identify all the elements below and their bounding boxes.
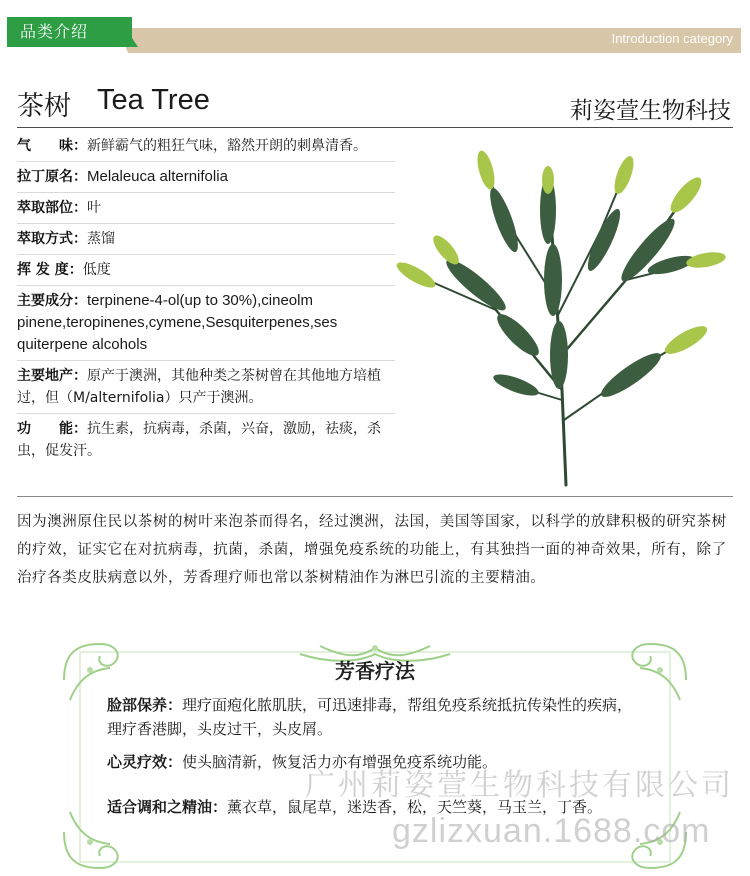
paragraph-divider [17,496,733,497]
tea-tree-branch-image [386,140,738,490]
category-tab-arrow [118,17,138,47]
aromatherapy-title: 芳香疗法 [335,659,415,683]
spec-label: 拉丁原名： [17,169,87,185]
spec-value: 抗生素，抗病毒，杀菌，兴奋，激励，祛痰，杀虫，促发汗。 [17,421,381,459]
product-name-cn: 茶树 [17,91,71,122]
aroma-face-care [107,693,647,741]
product-name-en: Tea Tree [97,84,210,116]
product-spec-list [17,131,395,466]
spec-extraction-method [17,224,395,255]
watermark-url: gzlizxuan.1688.com [392,812,711,850]
spec-value: 叶 [87,200,101,216]
aroma-label: 心灵疗效： [107,753,183,771]
spec-value: 蒸馏 [87,231,115,247]
spec-value: 新鲜霸气的粗狂气味，豁然开朗的刺鼻清香。 [87,138,367,154]
spec-value: terpinene-4-ol(up to 30%),cineolm pinene,teropinenes,cymene,Sesquiterpenes,ses quiterpene alcohols [17,292,338,353]
spec-latin-name [17,162,395,193]
aroma-value: 理疗面疱化脓肌肤，可迅速排毒，帮组免疫系统抵抗传染性的疾病，理疗香港脚，头皮过干，头皮屑。 [107,696,633,738]
category-tab: 品类介绍 [7,17,132,47]
section-header-band [0,0,750,60]
spec-label: 功 能： [17,421,87,437]
aroma-label: 适合调和之精油： [107,798,228,816]
spec-label: 萃取方式： [17,231,87,247]
category-english-label: Introduction category [611,31,733,46]
spec-label: 萃取部位： [17,200,87,216]
spec-scent [17,131,395,162]
spec-value: 原产于澳洲，其他种类之茶树曾在其他地方培植过，但（M/alternifolia）只产于澳洲。 [17,368,381,406]
spec-functions [17,414,395,466]
spec-value: 低度 [82,262,111,278]
spec-main-components [17,286,395,361]
spec-label: 主要地产： [17,368,87,384]
product-title-row [17,84,733,128]
spec-origin [17,361,395,414]
spec-value: Melaleuca alternifolia [87,168,228,185]
spec-label: 气 味： [17,138,87,154]
watermark-company: 广州莉姿萱生物科技有限公司 [305,768,734,803]
aroma-label: 脸部保养： [107,696,183,714]
spec-volatility [17,255,395,286]
intro-paragraph: 因为澳洲原住民以茶树的树叶来泡茶而得名，经过澳洲，法国，美国等国家，以科学的放肆积极的研究茶树的疗效，证实它在对抗病毒，抗菌，杀菌，增强免疫系统的功能上，有其独挡一面的神奇效果，所有，除了治疗各类皮肤病意以外，芳香理疗师也常以茶树精油作为淋巴引流的主要精油。 [17,514,727,586]
spec-label: 挥 发 度： [17,262,83,278]
aroma-value: 薰衣草，鼠尾草，迷迭香，松，天竺葵，马玉兰，丁香。 [227,798,603,816]
spec-label: 主要成分： [17,293,87,309]
spec-extraction-part [17,193,395,224]
company-name: 莉姿萱生物科技 [570,98,731,124]
aroma-value: 使头脑清新，恢复活力亦有增强免疫系统功能。 [182,753,498,771]
